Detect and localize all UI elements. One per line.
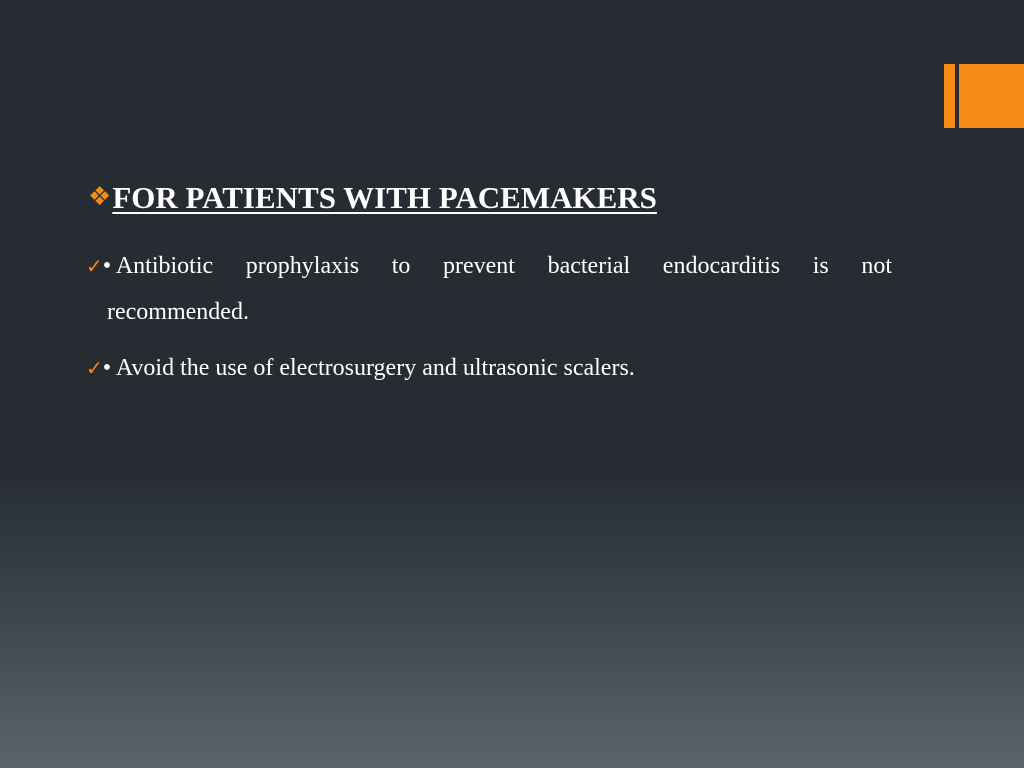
bullet-item-antibiotic [86, 240, 892, 334]
bullet-word: not [861, 253, 892, 279]
bullet-line-2: recommended. [107, 299, 249, 325]
check-mark-icon: ✓ [86, 254, 103, 278]
bullet-word: bacterial [547, 253, 631, 279]
check-mark-icon: ✓ [86, 356, 103, 380]
bullet-word: prevent [443, 253, 515, 279]
bullet-word: is [812, 253, 829, 279]
bullet-word: endocarditis [662, 253, 781, 279]
bullet-item-avoid [86, 348, 635, 388]
bullet-word: • Antibiotic [102, 253, 214, 279]
diamond-bullet-icon: ❖ [88, 182, 112, 212]
bullet-text: • Avoid the use of electrosurgery and ultrasonic scalers. [102, 355, 635, 381]
bullet-word: to [391, 253, 411, 279]
heading-text: FOR PATIENTS WITH PACEMAKERS [112, 180, 657, 215]
bullet-word: prophylaxis [245, 253, 360, 279]
slide-heading [88, 176, 657, 222]
accent-bar-thin [944, 64, 955, 128]
bullet-line-1 [86, 240, 892, 282]
accent-bar-wide [959, 64, 1024, 128]
